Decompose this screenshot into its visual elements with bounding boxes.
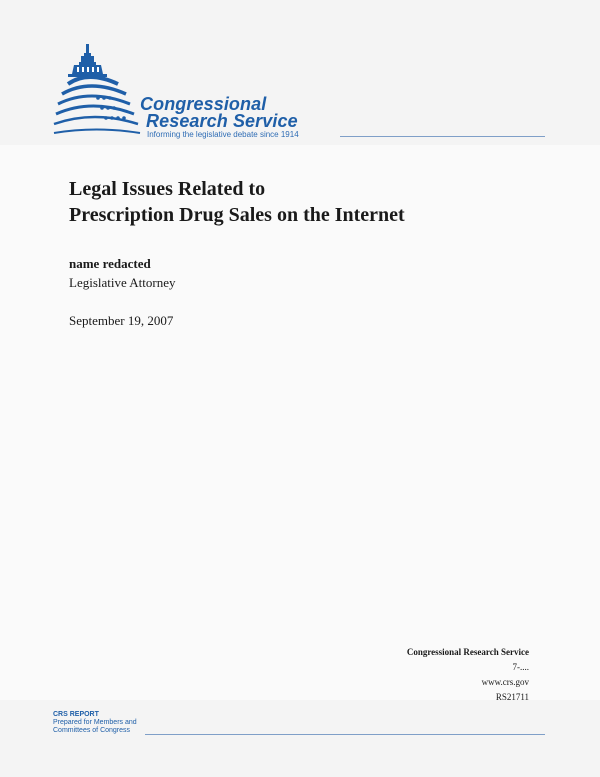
header-divider xyxy=(340,136,545,137)
capitol-dome-icon xyxy=(48,40,158,145)
footer-divider xyxy=(145,734,545,735)
footer-prepared-for xyxy=(53,719,137,735)
footer-prepared-line1: Prepared for Members and xyxy=(53,719,137,726)
report-number: RS21711 xyxy=(495,692,529,702)
author-position: Legislative Attorney xyxy=(69,275,176,290)
report-title-line1: Legal Issues Related to xyxy=(69,178,266,200)
contact-info-block xyxy=(407,645,529,705)
report-title xyxy=(69,176,549,228)
report-date: September 19, 2007 xyxy=(69,313,174,328)
report-title-line2: Prescription Drug Sales on the Internet xyxy=(69,204,405,226)
website-link[interactable]: www.crs.gov xyxy=(481,677,529,687)
footer-label: CRS REPORT xyxy=(53,711,99,718)
brand-tagline: Informing the legislative debate since 1914 xyxy=(147,130,299,139)
brand-name-line2: Research Service xyxy=(146,111,298,131)
footer-prepared-line2: Committees of Congress xyxy=(53,727,131,734)
brand-name-line1: Congressional xyxy=(140,94,267,114)
organization-name: Congressional Research Service xyxy=(406,647,529,657)
author-name: name redacted xyxy=(69,256,151,271)
phone-number: 7-.... xyxy=(512,662,529,672)
